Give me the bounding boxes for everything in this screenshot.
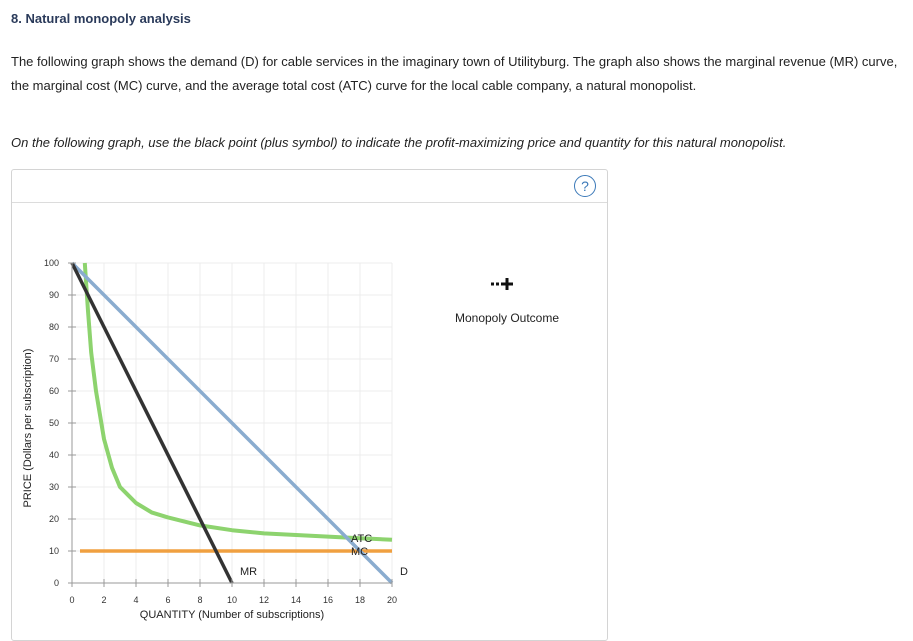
instruction-text: On the following graph, use the black point (plus symbol) to indicate the profit-maximizing price and quantity for this natural monopolist.	[11, 135, 787, 150]
curve-atc	[85, 263, 392, 540]
label-d: D	[400, 566, 408, 578]
y-tick-label-20: 20	[48, 514, 59, 524]
y-tick-label-70: 70	[48, 354, 59, 364]
y-tick-label-90: 90	[48, 290, 59, 300]
x-tick-label-4: 4	[133, 595, 139, 605]
tool-layer	[455, 278, 559, 325]
graph-panel	[11, 169, 608, 641]
plus-marker-icon[interactable]	[491, 278, 513, 290]
x-tick-label-8: 8	[197, 595, 203, 605]
y-tick-label-10: 10	[48, 546, 59, 556]
x-tick-label-12: 12	[258, 595, 270, 605]
y-tick-label-50: 50	[48, 418, 59, 428]
palette-label: Monopoly Outcome	[454, 311, 560, 325]
x-tick-label-16: 16	[322, 595, 334, 605]
plus-marker-dot-2	[491, 283, 494, 286]
help-button[interactable]: ?	[574, 175, 596, 197]
x-tick-label-2: 2	[101, 595, 107, 605]
y-tick-label-40: 40	[48, 450, 59, 460]
label-mc: MC	[351, 546, 369, 558]
y-tick-label-80: 80	[48, 322, 59, 332]
monopoly-graph	[12, 170, 607, 624]
x-tick-label-14: 14	[290, 595, 302, 605]
intro-paragraph: The following graph shows the demand (D) for cable services in the imaginary town of Utilityburg. The graph also shows the marginal revenue (MR) curve, the marginal cost (MC) curve, and the average total cost (ATC) curve for the local cable company, a natural monopolist.	[11, 54, 898, 93]
y-tick-label-60: 60	[48, 386, 59, 396]
y-tick-label-30: 30	[48, 482, 59, 492]
y-axis-title: PRICE (Dollars per subscription)	[22, 348, 34, 508]
label-atc: ATC	[351, 532, 373, 545]
label-mr: MR	[240, 566, 258, 578]
x-tick-label-20: 20	[386, 595, 398, 605]
x-tick-label-0: 0	[69, 595, 75, 605]
x-tick-label-6: 6	[165, 595, 171, 605]
y-tick-label-100: 100	[43, 258, 59, 268]
plus-marker-horizontal	[501, 283, 513, 286]
axis-layer	[22, 258, 397, 621]
plus-marker-dot-1	[496, 283, 499, 286]
x-tick-label-18: 18	[354, 595, 366, 605]
x-tick-label-10: 10	[226, 595, 238, 605]
page-heading: 8. Natural monopoly analysis	[11, 11, 191, 26]
x-axis-title: QUANTITY (Number of subscriptions)	[139, 609, 325, 621]
y-tick-label-0: 0	[53, 578, 59, 588]
